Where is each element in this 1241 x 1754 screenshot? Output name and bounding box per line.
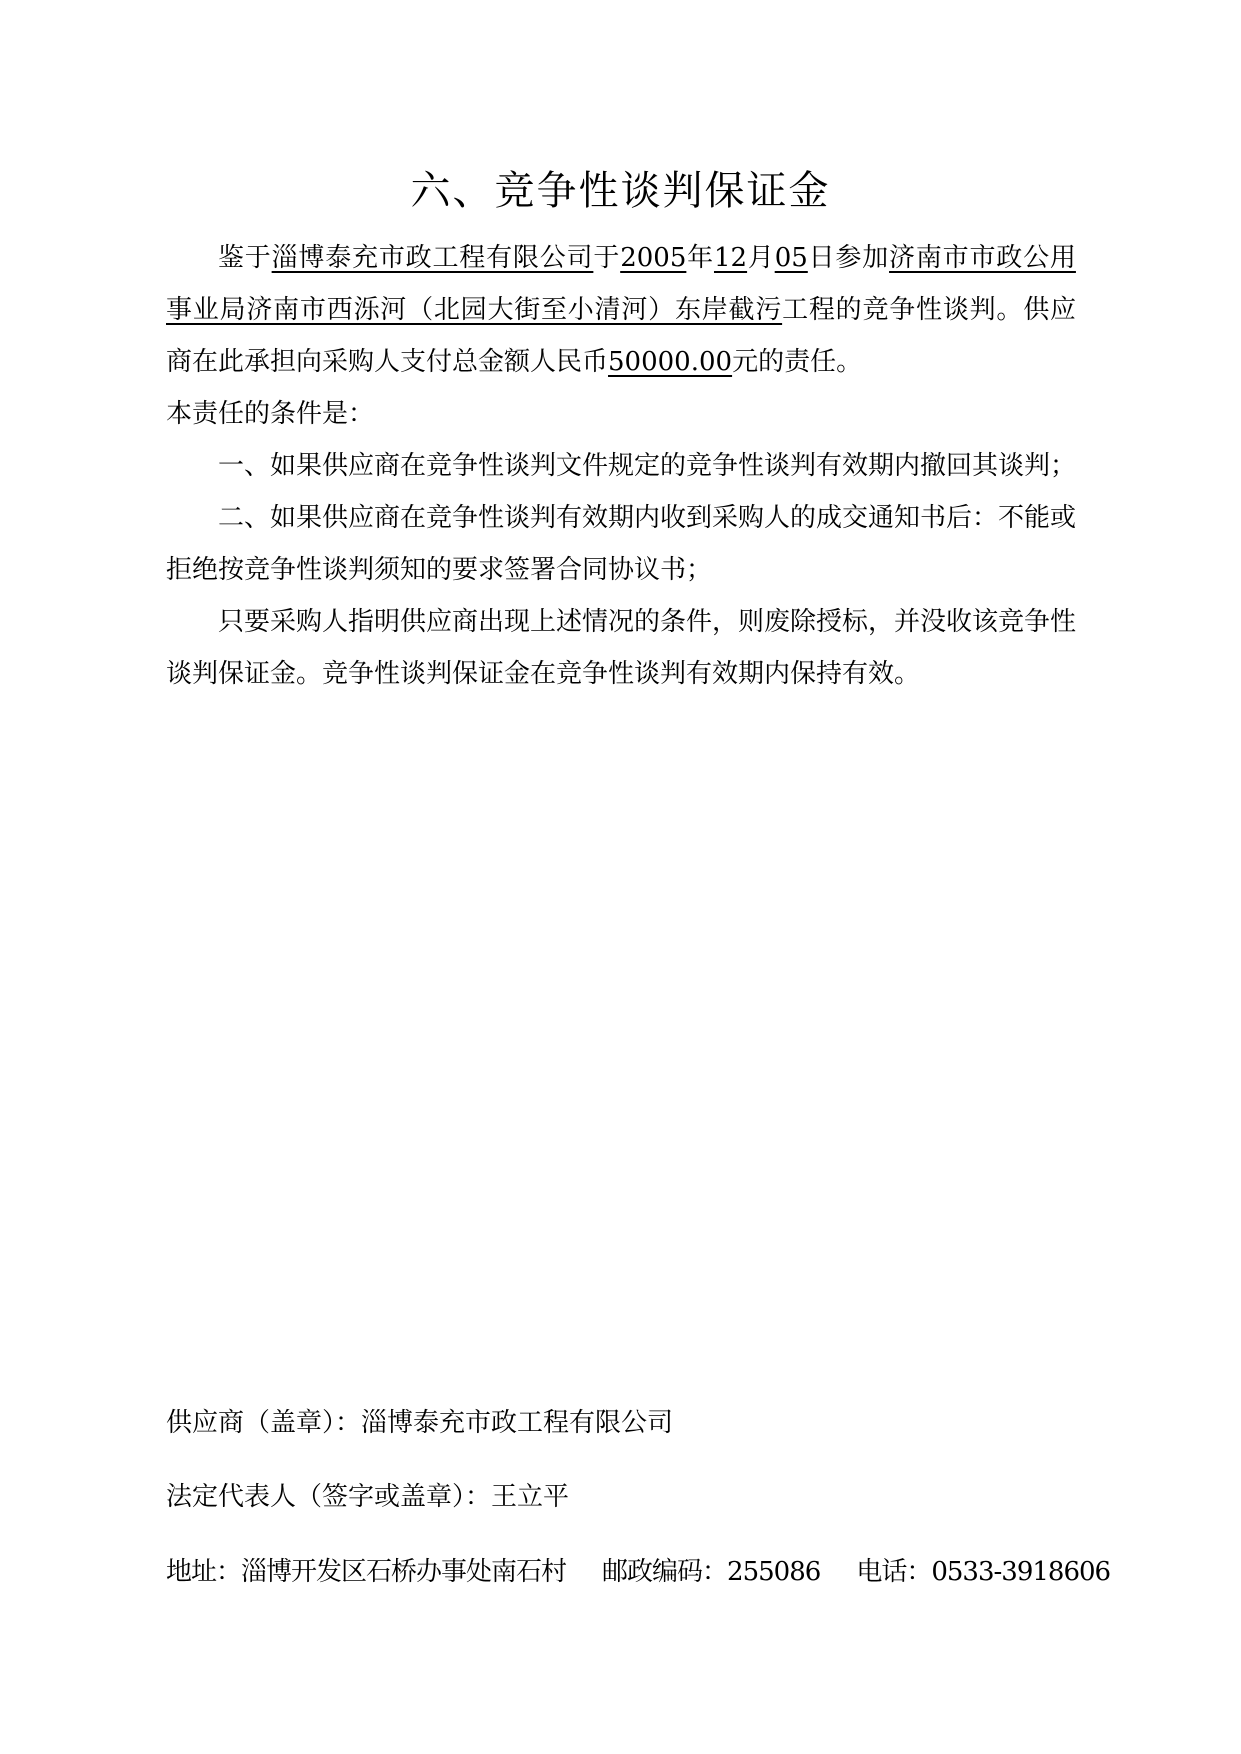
guarantee-amount: 50000.00 [608,347,733,377]
postcode-label: 邮政编码： [602,1557,728,1587]
representative-value: 王立平 [491,1482,570,1512]
condition-item-2: 二、如果供应商在竞争性谈判有效期内收到采购人的成交通知书后：不能或拒绝按竞争性谈判须知的要求签署合同协议书； [166,503,1077,585]
project-name: 济南市市政公用事业局济南市西泺河（北园大街至小清河）东岸截污 [166,243,1076,325]
address-label: 地址： [166,1557,242,1587]
date-month: 12 [713,243,748,273]
intro-text-1: 鉴于 [218,243,272,273]
date-day: 05 [774,243,808,273]
intro-text-6: 工程的竞争性谈判。供应商在此承担向采购人支付总金额人民币 [166,295,1076,377]
intro-text-5: 日参加 [807,243,890,273]
phone-label: 电话： [856,1557,932,1587]
page-title: 六、竞争性谈判保证金 [410,168,831,214]
supplier-name: 淄博泰充市政工程有限公司 [271,243,594,273]
representative-label: 法定代表人（签字或盖章）： [166,1482,492,1512]
intro-text-7: 元的责任。 [732,347,863,377]
intro-text-3: 年 [686,243,714,273]
closing-paragraph: 只要采购人指明供应商出现上述情况的条件，则废除授标，并没收该竞争性谈判保证金。竞争性谈判保证金在竞争性谈判有效期内保持有效。 [166,607,1077,689]
conditions-heading: 本责任的条件是： [166,399,375,429]
supplier-label: 供应商（盖章）： [166,1408,362,1438]
intro-text-4: 月 [747,243,775,273]
condition-item-1: 一、如果供应商在竞争性谈判文件规定的竞争性谈判有效期内撤回其谈判； [218,451,1077,481]
supplier-value: 淄博泰充市政工程有限公司 [361,1408,674,1438]
footer-supplier [166,1405,1126,1441]
phone-value: 0533-3918606 [931,1557,1111,1587]
document-body [166,232,1076,700]
footer-contact [166,1554,1126,1590]
address-value: 淄博开发区石桥办事处南石村 [241,1557,567,1587]
intro-text-2: 于 [593,243,621,273]
intro-paragraph [166,232,1076,388]
footer-representative [166,1479,1126,1515]
postcode-value: 255086 [727,1557,821,1587]
date-year: 2005 [620,243,687,273]
